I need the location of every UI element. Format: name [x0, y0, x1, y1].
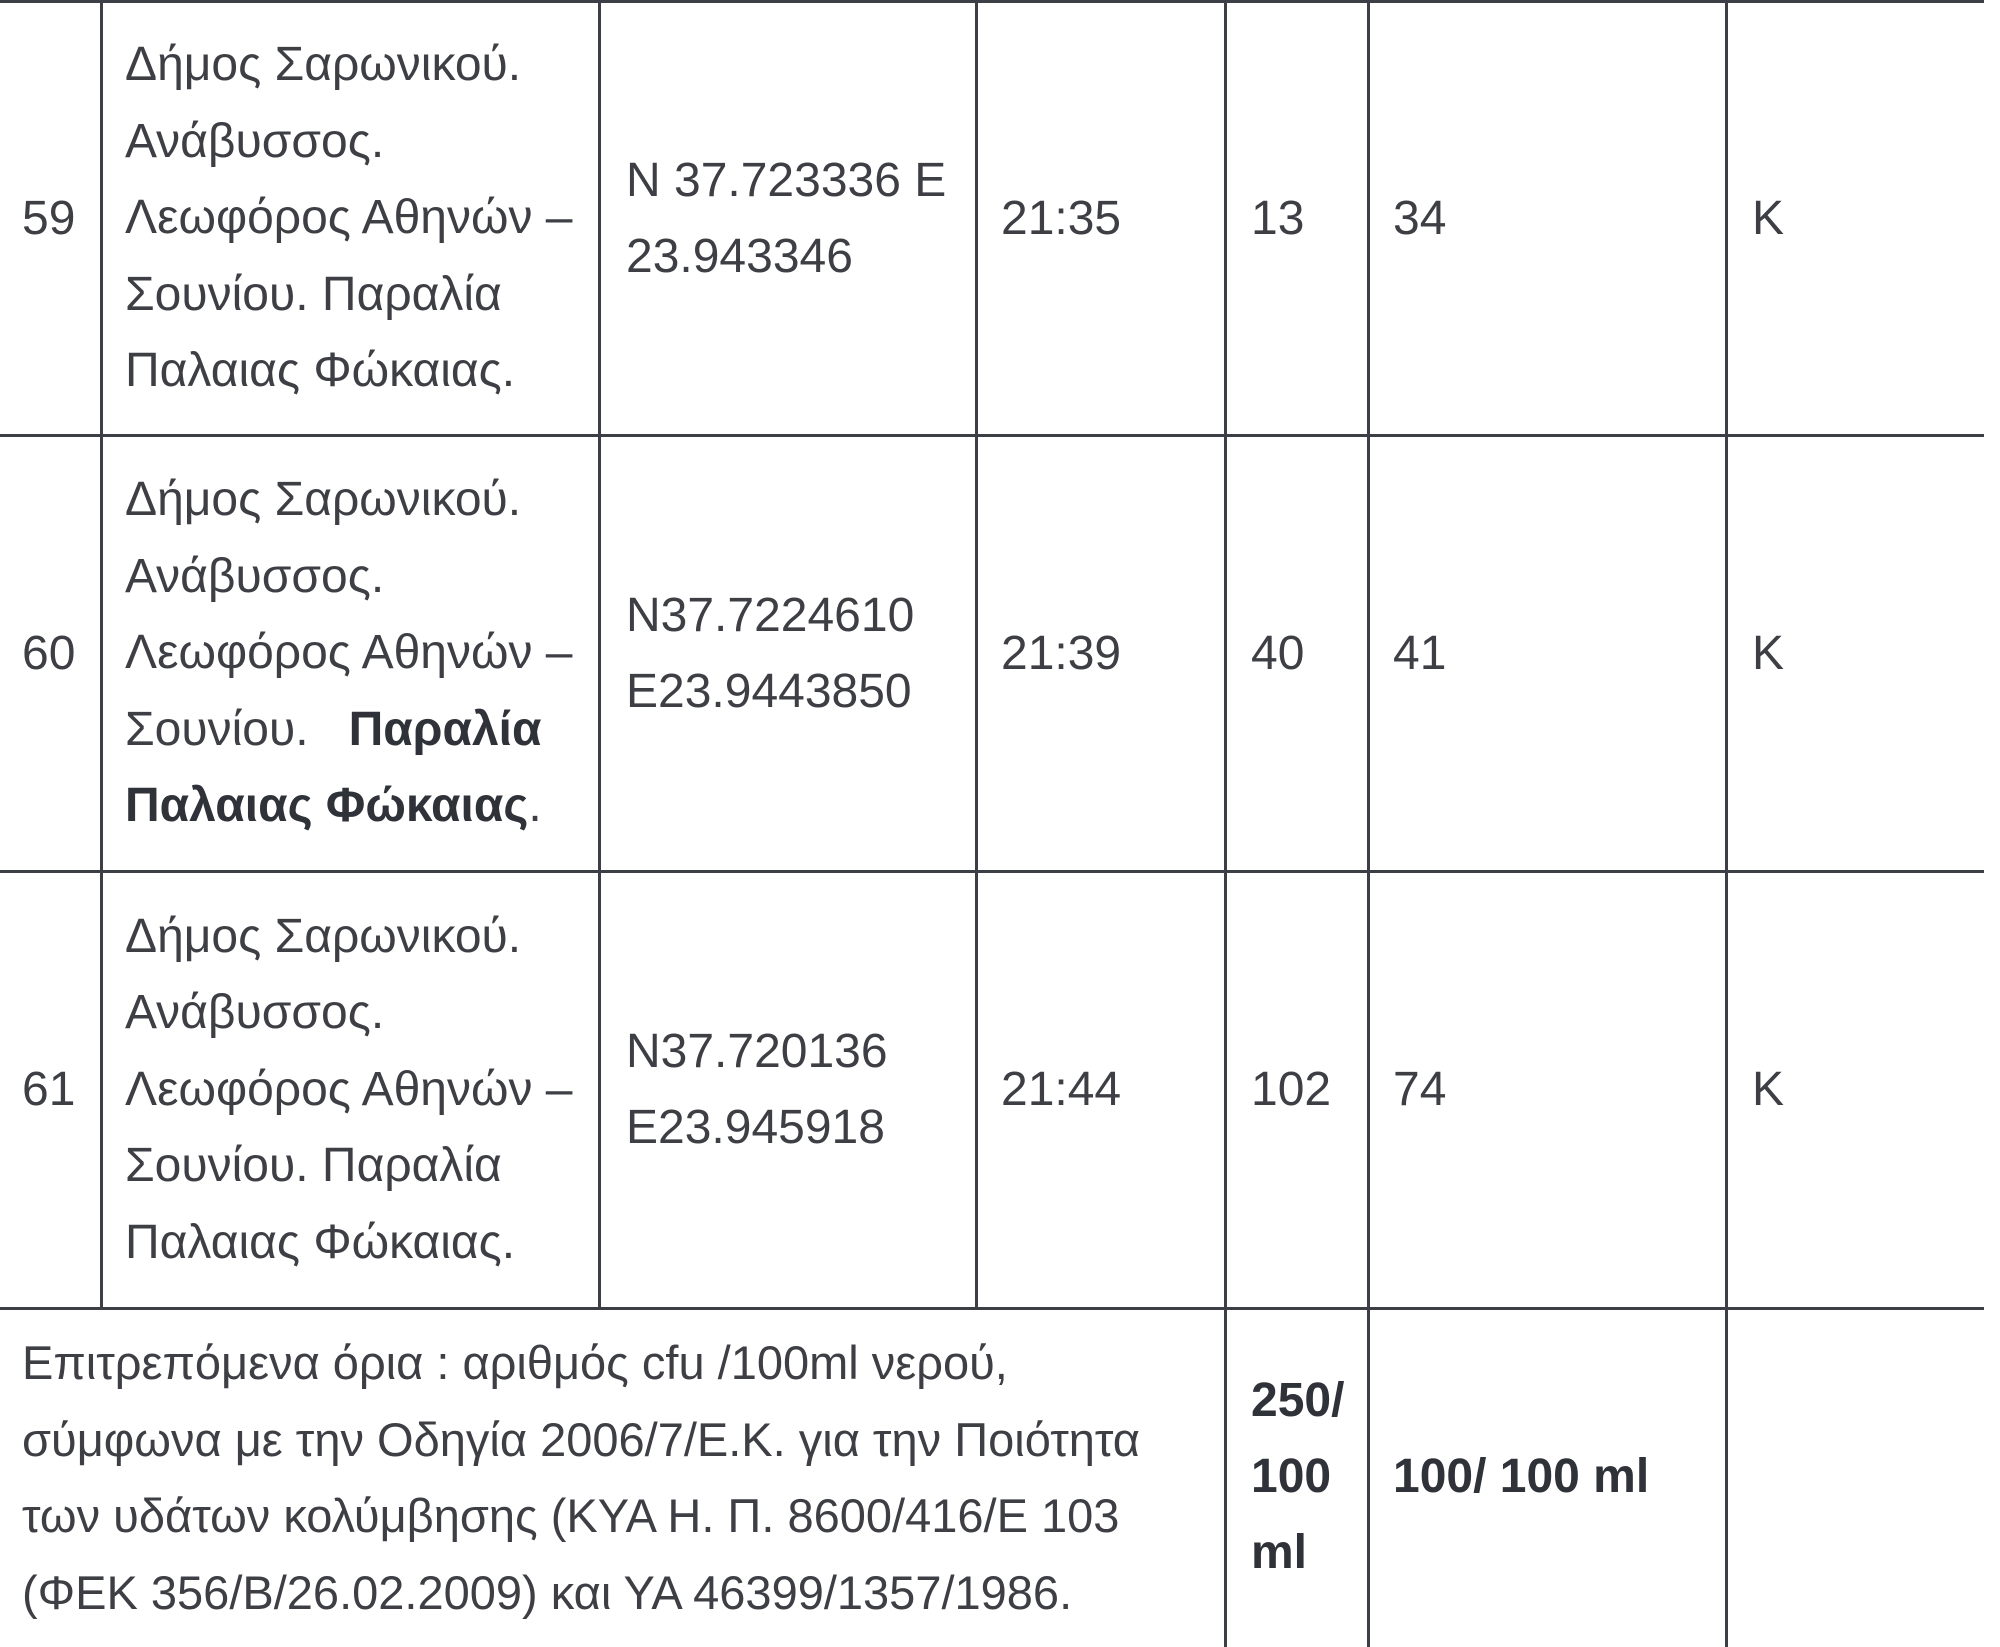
sample-number: 60	[22, 626, 76, 680]
location-highlight: Παραλία Παλαιας Φώκαιας	[125, 702, 542, 833]
time-cell: 21:35	[1001, 191, 1122, 245]
grade-cell: K	[1752, 626, 1785, 680]
location-cell: Δήμος Σαρωνικού. Ανάβυσσος. Λεωφόρος Αθηνών – Σουνίου. Παραλία Παλαιας Φώκαιας.	[125, 909, 573, 1269]
coordinates-cell: N37.720136 E23.945918	[626, 1025, 888, 1154]
grade-cell: K	[1752, 1063, 1785, 1116]
coordinates-cell: N37.7224610 E23.9443850	[626, 588, 915, 718]
time-cell: 21:44	[1001, 1063, 1122, 1116]
location-cell: Δήμος Σαρωνικού. Ανάβυσσος. Λεωφόρος Αθηνών – Σουνίου. Παραλία Παλαιας Φώκαιας.	[125, 38, 573, 398]
value1-cell: 40	[1251, 626, 1305, 680]
value1-cell: 102	[1251, 1063, 1332, 1116]
limit-value2: 100/ 100 ml	[1393, 1450, 1650, 1503]
location-cell	[125, 437, 585, 870]
value2-cell: 74	[1393, 1063, 1447, 1116]
coordinates-cell: N 37.723336 E 23.943346	[626, 153, 947, 283]
limit-value1: 250/ 100 ml	[1251, 1374, 1345, 1579]
limit-value3	[1752, 1310, 1982, 1647]
time-cell: 21:39	[1001, 626, 1122, 680]
location-text: Δήμος Σαρωνικού. Ανάβυσσος. Λεωφόρος Αθηνών – Σουνίου.	[125, 473, 573, 756]
location-suffix: .	[528, 779, 542, 833]
limits-description: Επιτρεπόμενα όρια : αριθμός cfu /100ml νερού, σύμφωνα με την Οδηγία 2006/7/Ε.Κ. για την Ποιότητα των υδάτων κολύμβησης (ΚΥΑ Η. Π. 8600/416/Ε 103 (ΦΕΚ 356/Β/26.02.2009) και ΥΑ 46399/1357/1986.	[22, 1336, 1140, 1619]
value2-cell: 34	[1393, 191, 1447, 245]
grade-cell: K	[1752, 191, 1785, 245]
sample-number: 59	[22, 191, 76, 245]
sample-number: 61	[22, 1063, 76, 1116]
value2-cell: 41	[1393, 626, 1447, 680]
value1-cell: 13	[1251, 191, 1305, 245]
